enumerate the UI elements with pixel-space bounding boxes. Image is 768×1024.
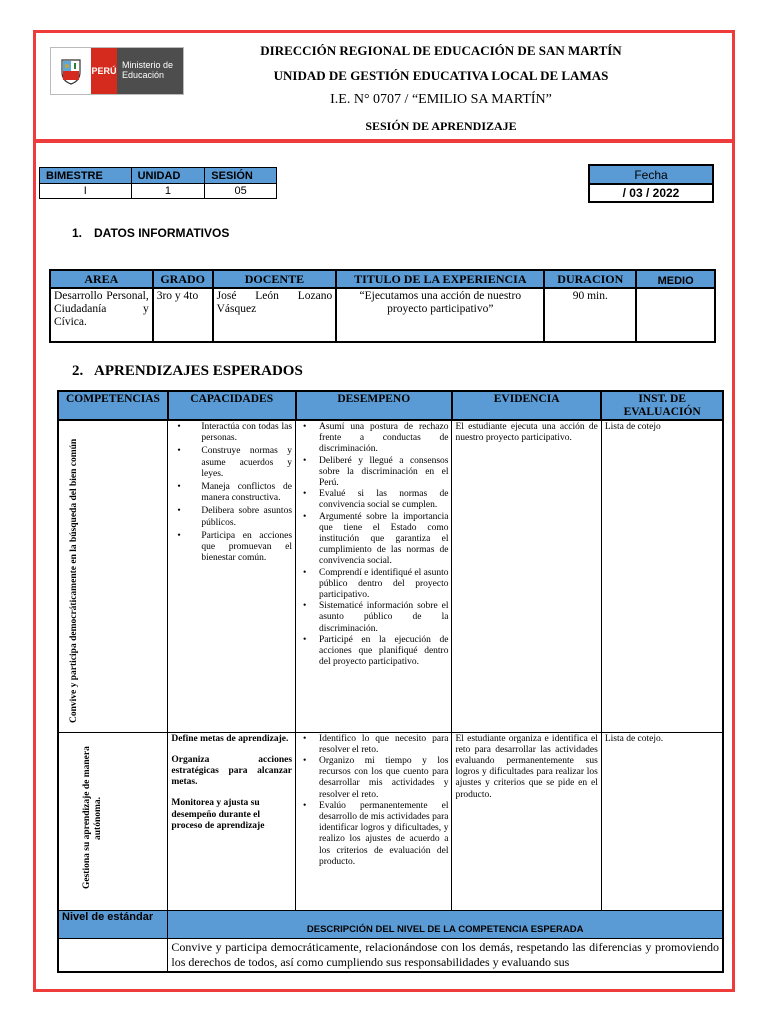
header-line-3: I.E. N° 0707 / “EMILIO SA MARTÍN”: [330, 92, 552, 107]
evidencia-header: EVIDENCIA: [452, 391, 601, 420]
list-item: • Interactúa con todas las personas.: [171, 422, 292, 444]
header-line-2: UNIDAD DE GESTIÓN EDUCATIVA LOCAL DE LAMAS: [273, 68, 609, 83]
list-item: • Delibera sobre asuntos públicos.: [171, 506, 292, 528]
capacidades-header: CAPACIDADES: [168, 391, 296, 420]
unidad-header: UNIDAD: [131, 168, 205, 184]
capacidades-1-cell: [168, 420, 296, 732]
list-item: • Evalué si las normas de convivencia social se cumplen.: [299, 489, 448, 511]
section-2-number: 2.: [72, 363, 84, 379]
section-2-title: [72, 363, 303, 380]
area-header: AREA: [50, 270, 153, 288]
desempenos-1-list: [299, 422, 448, 668]
competencia-2-cell: [58, 732, 168, 910]
titulo-value: “Ejecutamos una acción de nuestro proyecto participativo”: [336, 288, 544, 342]
bimestre-value: I: [40, 184, 132, 199]
desempeno-header: DESEMPENO: [296, 391, 452, 420]
fecha-value: / 03 / 2022: [589, 184, 713, 202]
list-item: • Deliberé y llegué a consensos sobre la discriminación en el Perú.: [299, 456, 448, 490]
section-2-label: APRENDIZAJES ESPERADOS: [94, 363, 303, 379]
section-1-number: 1.: [72, 226, 83, 240]
list-item: • Identifico lo que necesito para resolver el reto.: [299, 734, 448, 756]
titulo-header: TITULO DE LA EXPERIENCIA: [336, 270, 544, 288]
list-item: • Sistematicé información sobre el asunto público de la discriminación.: [299, 601, 448, 635]
aprendizajes-table: [57, 390, 724, 973]
unidad-value: 1: [131, 184, 205, 199]
header-separator: [36, 139, 732, 143]
medio-value: [636, 288, 715, 342]
sesion-value: 05: [205, 184, 277, 199]
competencia-2-text: Gestiona su aprendizaje de manera autónoma.: [82, 746, 103, 889]
medio-header: MEDIO: [636, 270, 715, 288]
area-value: Desarrollo Personal, Ciudadanía y Cívica.: [50, 288, 153, 342]
competencias-header: COMPETENCIAS: [58, 391, 168, 420]
desempenos-2-cell: [296, 732, 452, 910]
capacidades-1-list: [171, 422, 292, 564]
ministry-logo: [50, 47, 184, 95]
capacidad-2-1: Define metas de aprendizaje.: [171, 733, 289, 744]
list-item: • Maneja conflictos de manera constructiva.: [171, 482, 292, 504]
list-item: • Participa en acciones que promuevan el bienestar común.: [171, 531, 292, 565]
header-line-1: DIRECCIÓN REGIONAL DE EDUCACIÓN DE SAN MARTÍN: [260, 43, 622, 58]
evidencia-2-cell: El estudiante organiza e identifica el reto para desarrollar las actividades evaluando permanentemente sus logros y dificultades para realizar los ajustes y criterios que se pide en el producto.: [452, 732, 601, 910]
competencia-1-cell: [58, 420, 168, 732]
fecha-header: Fecha: [589, 165, 713, 184]
list-item: • Comprendí e identifiqué el asunto público dentro del proyecto participativo.: [299, 568, 448, 602]
peru-shield-icon: [51, 48, 91, 94]
nivel-descripcion-text: Convive y participa democráticamente, relacionándose con los demás, respetando las diferencias y promoviendo los derechos de todos, así como cumpliendo sus responsabilidades y evaluando sus: [168, 938, 723, 972]
evidencia-1-cell: El estudiante ejecuta una acción de nuestro proyecto participativo.: [452, 420, 601, 732]
peru-flag-label: PERÚ: [91, 48, 117, 94]
ministry-label: Ministerio de Educación: [117, 48, 183, 94]
grado-value: 3ro y 4to: [153, 288, 213, 342]
datos-table: [49, 269, 716, 343]
fecha-table: [588, 164, 714, 203]
list-item: • Evalúo permanentemente el desarrollo de mis actividades para identificar logros y dificultades, y realizo los ajustes de acuerdo a los criterios de evaluación del producto.: [299, 801, 448, 868]
sesion-header: SESIÓN: [205, 168, 277, 184]
section-1-title: [72, 226, 229, 240]
list-item: • Argumenté sobre la importancia que tiene el Estado como institución que garantiza el cumplimiento de las normas de convivencia social.: [299, 512, 448, 568]
list-item: • Participé en la ejecución de acciones que planifiqué dentro del proyecto participativo.: [299, 635, 448, 669]
desempenos-1-cell: [296, 420, 452, 732]
duracion-header: DURACION: [544, 270, 636, 288]
competencia-1-text: Convive y participa democráticamente en la búsqueda del bien común: [69, 438, 79, 724]
duracion-value: 90 min.: [544, 288, 636, 342]
desempenos-2-list: [299, 734, 448, 868]
session-table: [39, 167, 277, 199]
docente-value: José León Lozano Vásquez: [213, 288, 337, 342]
list-item: • Organizo mi tiempo y los recursos con los que cuento para desarrollar mis actividades y resolver el reto.: [299, 756, 448, 801]
instrumento-2-cell: Lista de cotejo.: [601, 732, 723, 910]
nivel-empty-cell: [58, 938, 168, 972]
list-item: • Asumí una postura de rechazo frente a conductas de discriminación.: [299, 422, 448, 456]
capacidad-2-3: Monitorea y ajusta su desempeño durante el proceso de aprendizaje: [171, 798, 265, 831]
list-item: • Construye normas y asume acuerdos y leyes.: [171, 446, 292, 480]
inst-evaluacion-header: INST. DE EVALUACIÓN: [601, 391, 723, 420]
capacidad-2-2: Organiza acciones estratégicas para alcanzar metas.: [171, 754, 293, 788]
capacidades-2-cell: [168, 732, 296, 910]
section-1-label: DATOS INFORMATIVOS: [94, 226, 230, 240]
docente-header: DOCENTE: [213, 270, 337, 288]
nivel-estandar-label: Nivel de estándar: [58, 910, 168, 938]
instrumento-1-cell: Lista de cotejo: [601, 420, 723, 732]
grado-header: GRADO: [153, 270, 213, 288]
bimestre-header: BIMESTRE: [40, 168, 132, 184]
document-frame: [33, 30, 735, 992]
nivel-descripcion-header: DESCRIPCIÓN DEL NIVEL DE LA COMPETENCIA ESPERADA: [168, 910, 723, 938]
header-line-4: SESIÓN DE APRENDIZAJE: [365, 119, 517, 133]
